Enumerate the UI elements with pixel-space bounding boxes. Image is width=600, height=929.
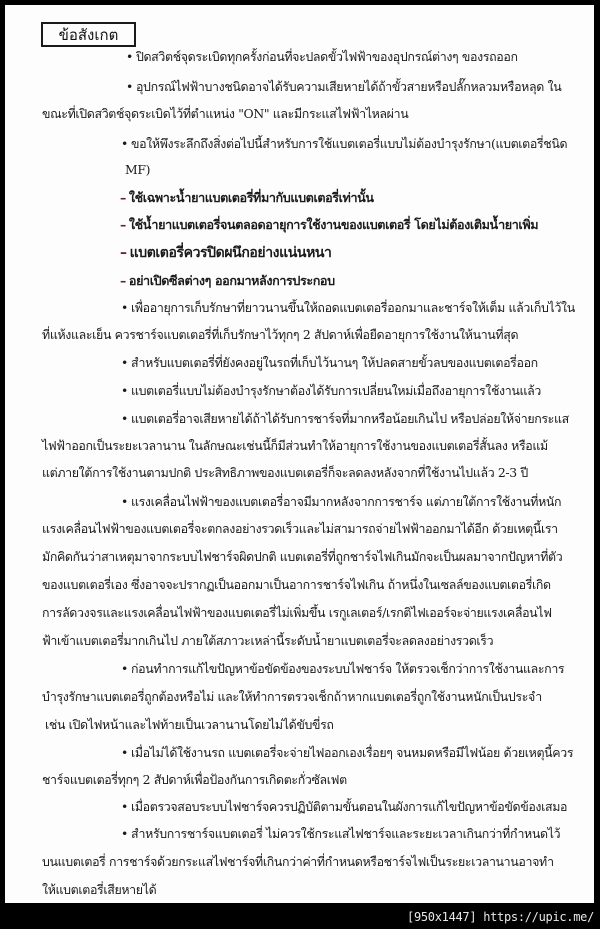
bullet-icon: • — [121, 661, 128, 676]
dash-icon: – — [120, 217, 126, 232]
dash-line: – อย่าเปิดซีลต่างๆ ออกมาหลังการประกอบ — [120, 273, 335, 288]
dash-icon: – — [120, 190, 126, 205]
continuation-line: การลัดวงจรและแรงเคลื่อนไฟฟ้าของแบตเตอรี่ไม่เพิ่มขึ้น เรกูเลเตอร์/เรกติไฟเออร์จะจ่ายแรงเคลื่อนไฟ — [42, 605, 552, 620]
bullet-line: • แรงเคลื่อนไฟฟ้าของแบตเตอรี่อาจมีมากหลังจากการชาร์จ แต่ภายใต้การใช้งานที่หนัก — [121, 494, 562, 509]
bullet-icon: • — [121, 136, 128, 151]
continuation-line: ไฟฟ้าออกเป็นระยะเวลานาน ในลักษณะเช่นนี้ก็มีส่วนทำให้อายุการใช้งานของแบตเตอรี่สั้นลง หรือแม้ — [42, 438, 548, 453]
bullet-icon: • — [126, 49, 133, 64]
continuation-line: MF) — [125, 162, 151, 177]
dash-line: – ใช้เฉพาะน้ำยาแบตเตอรี่ที่มากับแบตเตอรี่เท่านั้น — [120, 190, 374, 205]
continuation-line: ฟ้าเข้าแบตเตอรี่มากเกินไป ภายใต้สภาวะเหล่านี้ระดับน้ำยาแบตเตอรี่จะลดลงอย่างรวดเร็ว — [42, 633, 494, 648]
bullet-icon: • — [121, 383, 128, 398]
bullet-icon: • — [121, 300, 128, 315]
bullet-icon: • — [121, 826, 128, 841]
bullet-line: • เมื่อไม่ได้ใช้งานรถ แบตเตอรี่จะจ่ายไฟออกเองเรื่อยๆ จนหมดหรือมีไฟน้อย ด้วยเหตุนี้ควร — [121, 745, 574, 760]
image-host-watermark: [950x1447] https://upic.me/ — [407, 910, 594, 924]
continuation-line: เช่น เปิดไฟหน้าและไฟท้ายเป็นเวลานานโดยไม่ได้ขับขี่รถ — [45, 717, 334, 732]
dash-icon: – — [120, 245, 127, 261]
bullet-icon: • — [121, 745, 128, 760]
bullet-line: • อุปกรณ์ไฟฟ้าบางชนิดอาจได้รับความเสียหายได้ถ้าขั้วสายหรือปลั๊กหลวมหรือหลุด ใน — [126, 79, 562, 94]
continuation-line: ให้แบตเตอรี่เสียหายได้ — [42, 882, 157, 897]
bullet-line: • ก่อนทำการแก้ไขปัญหาข้อขัดข้องของระบบไฟชาร์จ ให้ตรวจเช็กว่าการใช้งานและการ — [121, 661, 565, 676]
bullet-line: • ขอให้พึงระลึกถึงสิ่งต่อไปนี้สำหรับการใช้แบตเตอรี่แบบไม่ต้องบำรุงรักษา(แบตเตอรี่ชนิด — [121, 136, 568, 151]
bullet-line: • เมื่อตรวจสอบระบบไฟชาร์จควรปฏิบัติตามขั้นตอนในผังการแก้ไขปัญหาข้อขัดข้องเสมอ — [121, 799, 568, 814]
continuation-line: บนแบตเตอรี่ การชาร์จด้วยกระแสไฟชาร์จที่เกินกว่าค่าที่กำหนดหรือชาร์จไฟเป็นระยะเวลานานอาจทำ — [42, 854, 554, 869]
document-page — [5, 5, 594, 903]
continuation-line: ขณะที่เปิดสวิตช์จุดระเบิดไว้ที่ตำแหน่ง "ON" และมีกระแสไฟฟ้าไหลผ่าน — [42, 106, 409, 121]
dash-icon: – — [120, 273, 126, 288]
bullet-icon: • — [121, 494, 128, 509]
continuation-line: บำรุงรักษาแบตเตอรี่ถูกต้องหรือไม่ และให้ทำการตรวจเช็กถ้าหากแบตเตอรี่ถูกใช้งานหนักเป็นประจำ — [42, 689, 542, 704]
bullet-line: • เพื่ออายุการเก็บรักษาที่ยาวนานขึ้นให้ถอดแบตเตอรี่ออกมาและชาร์จให้เต็ม แล้วเก็บไว้ใน — [121, 300, 575, 315]
bullet-line: • ปิดสวิตช์จุดระเบิดทุกครั้งก่อนที่จะปลดขั้วไฟฟ้าของอุปกรณ์ต่างๆ ของรถออก — [126, 49, 518, 64]
continuation-line: แรงเคลื่อนไฟฟ้าของแบตเตอรี่จะตกลงอย่างรวดเร็วและไม่สามารถจ่ายไฟฟ้าออกมาได้อีก ด้วยเหตุนี้เรา — [42, 521, 558, 536]
continuation-line: แต่ภายใต้การใช้งานตามปกติ ประสิทธิภาพของแบตเตอรี่ก็จะลดลงหลังจากที่ใช้งานไปแล้ว 2-3 ปี — [42, 465, 528, 480]
bullet-line: • แบตเตอรี่แบบไม่ต้องบำรุงรักษาต้องได้รับการเปลี่ยนใหม่เมื่อถึงอายุการใช้งานแล้ว — [121, 383, 541, 398]
bullet-icon: • — [121, 799, 128, 814]
bullet-line: • สำหรับการชาร์จแบตเตอรี่ ไม่ควรใช้กระแสไฟชาร์จและระยะเวลาเกินกว่าที่กำหนดไว้ — [121, 826, 561, 841]
document-body — [5, 5, 594, 903]
continuation-line: มักคิดกันว่าสาเหตุมาจากระบบไฟชาร์จผิดปกติ แบตเตอรี่ที่ถูกชาร์จไฟเกินมักจะเป็นผลมาจากปัญหาที่ตัว — [42, 549, 563, 564]
bullet-line: • แบตเตอรี่อาจเสียหายได้ถ้าได้รับการชาร์จที่มากหรือน้อยเกินไป หรือปล่อยให้จ่ายกระแส — [121, 411, 569, 426]
bullet-icon: • — [121, 411, 128, 426]
continuation-line: ที่แห้งและเย็น ควรชาร์จแบตเตอรี่ที่เก็บรักษาไว้ทุกๆ 2 สัปดาห์เพื่อยืดอายุการใช้งานให้นานที่สุด — [42, 327, 519, 342]
bullet-icon: • — [126, 79, 133, 94]
dash-line: – แบตเตอรี่ควรปิดผนึกอย่างแน่นหนา — [120, 245, 332, 261]
continuation-line: ของแบตเตอรี่เอง ซึ่งอาจจะปรากฏเป็นออกมาเป็นอาการชาร์จไฟเกิน ถ้าหนึ่งในเซลล์ของแบตเตอรี่เกิด — [42, 577, 551, 592]
section-heading: ข้อสังเกต — [58, 25, 119, 44]
continuation-line: ชาร์จแบตเตอรี่ทุกๆ 2 สัปดาห์เพื่อป้องกันการเกิดตะกั่วซัลเฟต — [42, 772, 347, 787]
bullet-line: • สำหรับแบตเตอรี่ที่ยังคงอยู่ในรถที่เก็บไว้นานๆ ให้ปลดสายขั้วลบของแบตเตอรี่ออก — [121, 355, 538, 370]
dash-line: – ใช้น้ำยาแบตเตอรี่จนตลอดอายุการใช้งานของแบตเตอรี่ โดยไม่ต้องเติมน้ำยาเพิ่ม — [120, 217, 539, 232]
bullet-icon: • — [121, 355, 128, 370]
